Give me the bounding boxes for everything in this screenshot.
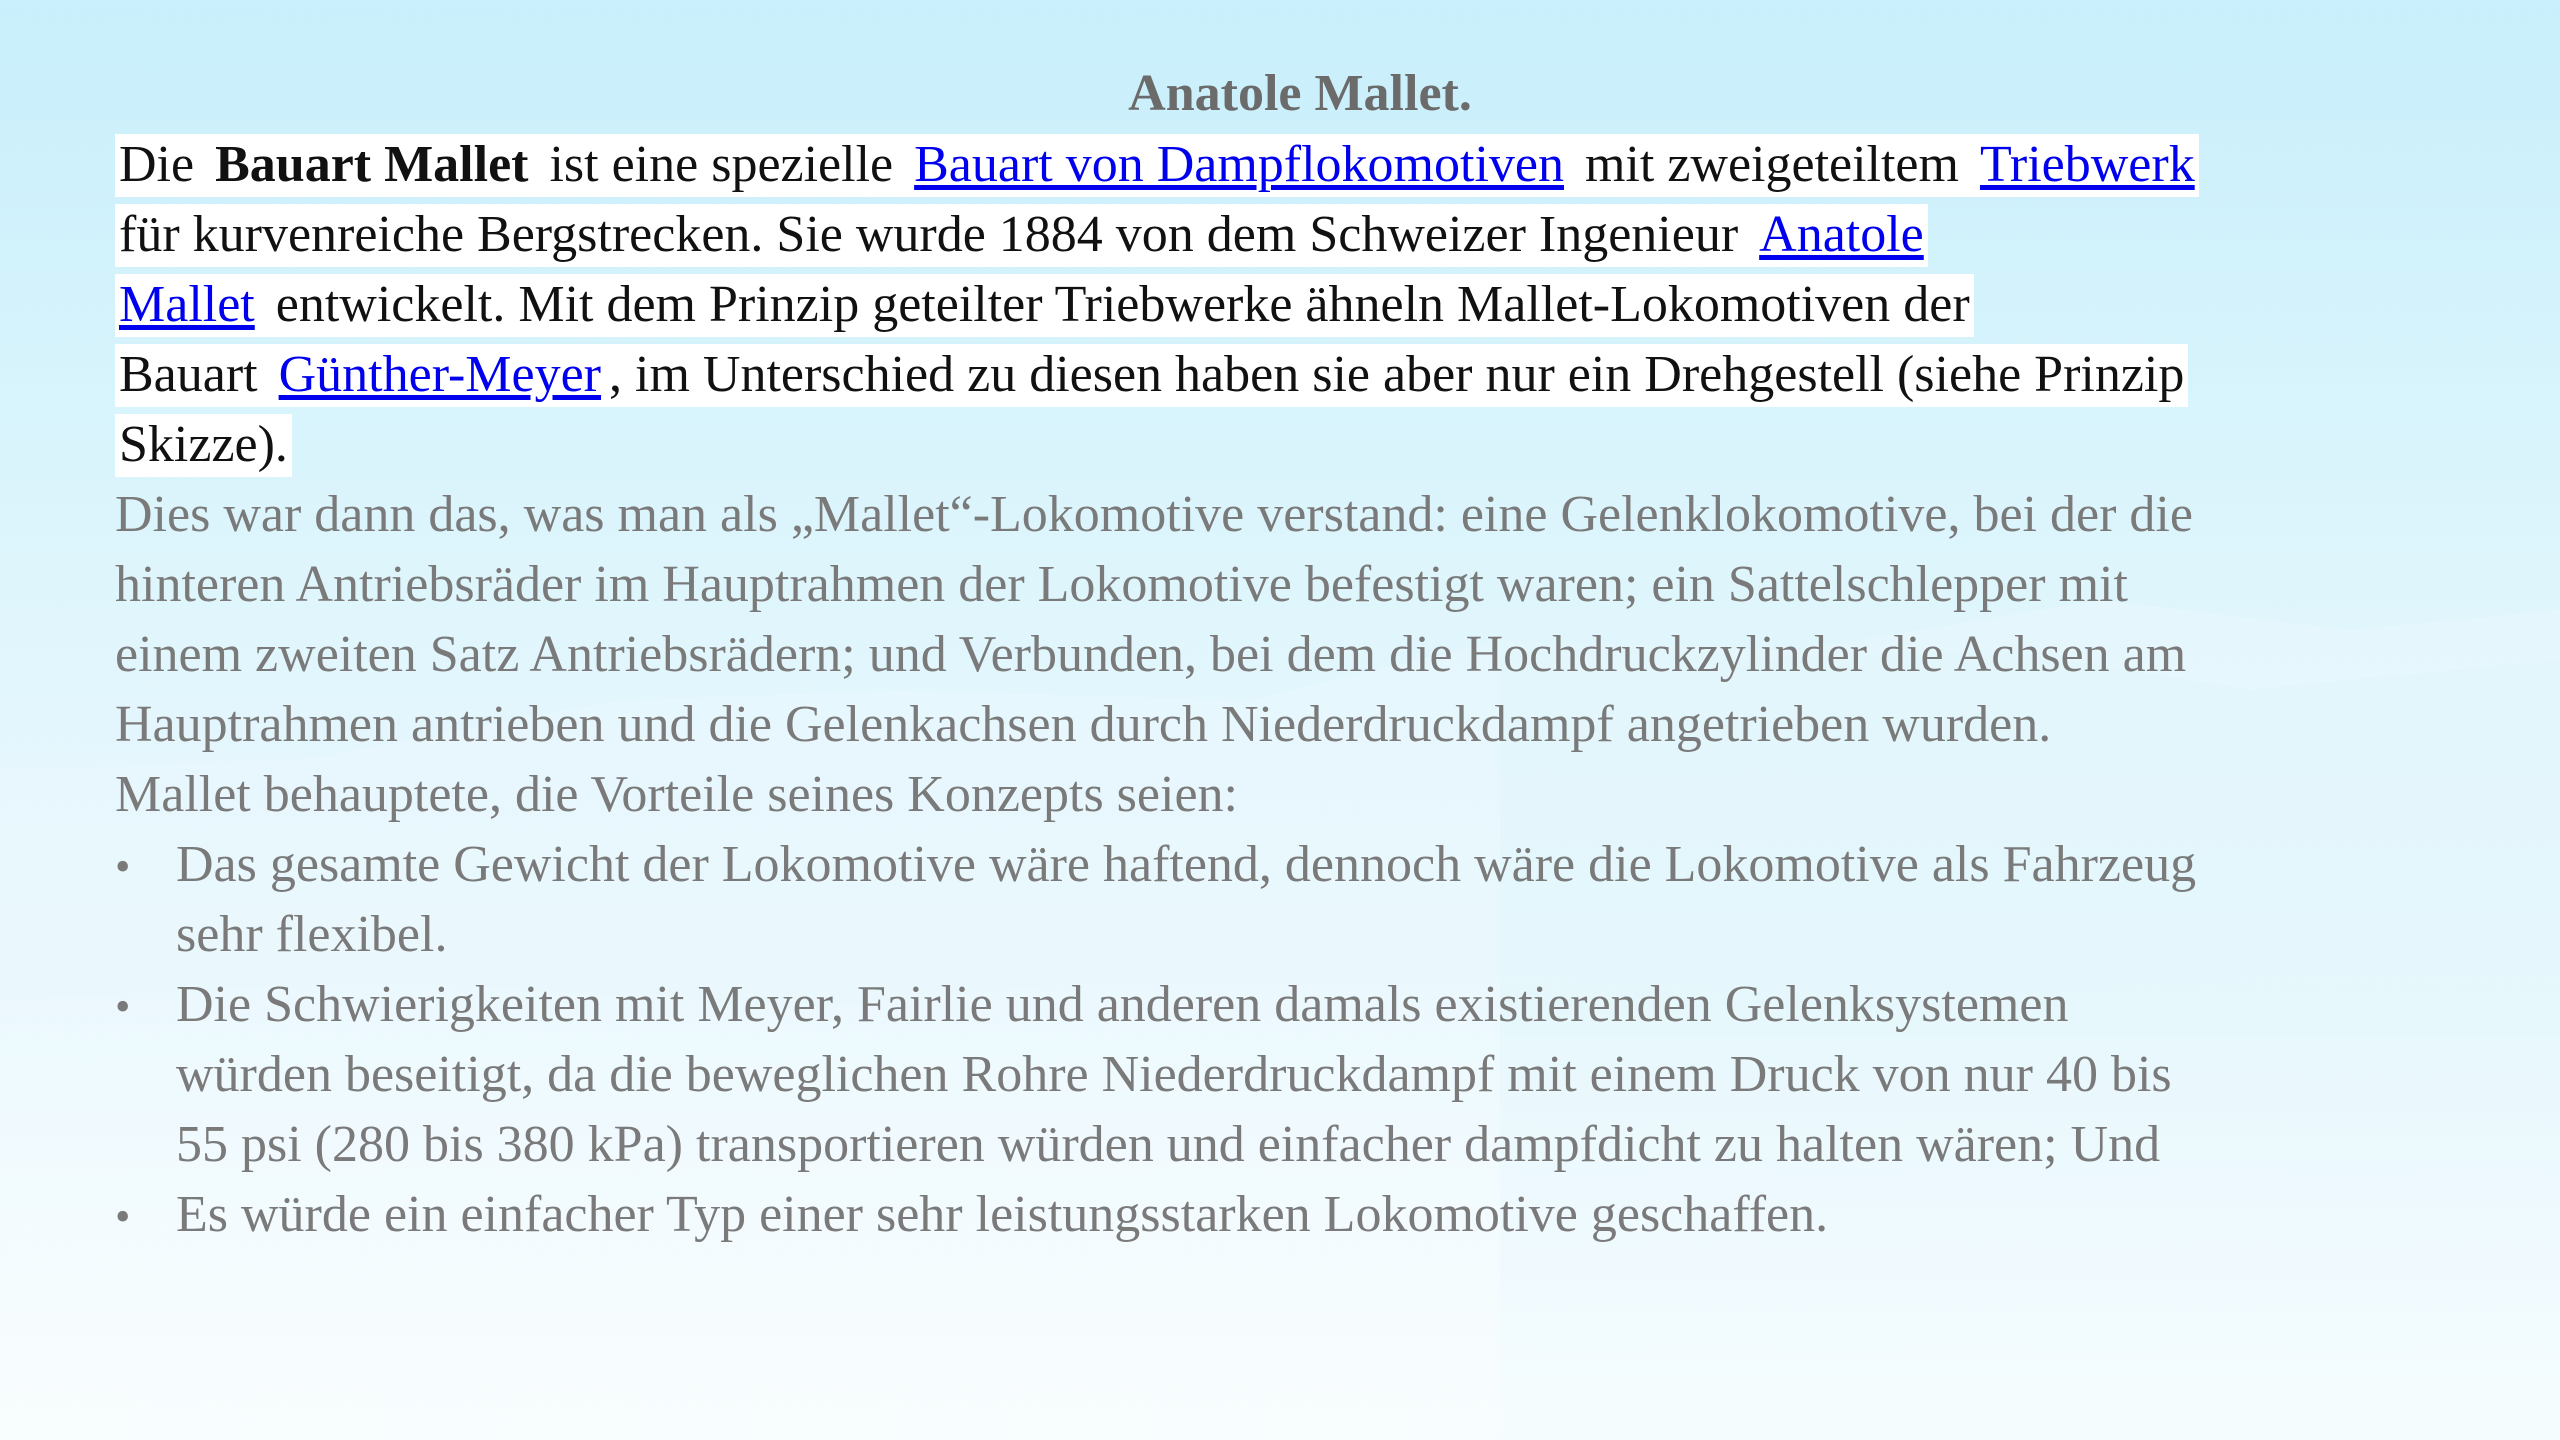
body-line: einem zweiten Satz Antriebsrädern; und Verbunden, bei dem die Hochdruckzylinder die Achsen am	[115, 626, 2187, 683]
intro-text: Bauart	[115, 344, 275, 407]
body-line: Mallet behauptete, die Vorteile seines Konzepts seien:	[115, 766, 1238, 823]
bullet-1-line: Das gesamte Gewicht der Lokomotive wäre haftend, dennoch wäre die Lokomotive als Fahrzeug	[176, 836, 2197, 893]
bullet-marker: •	[115, 982, 131, 1031]
intro-text: ist eine spezielle	[532, 134, 910, 197]
intro-line-1	[115, 130, 2199, 200]
bullet-marker: •	[115, 1192, 131, 1241]
bullet-3-line: Es würde ein einfacher Typ einer sehr leistungsstarken Lokomotive geschaffen.	[176, 1186, 1829, 1243]
intro-text: Skizze).	[115, 414, 292, 477]
bullet-2-line: würden beseitigt, da die beweglichen Rohre Niederdruckdampf mit einem Druck von nur 40 bis	[176, 1046, 2172, 1103]
bold-term-bauart-mallet: Bauart Mallet	[215, 136, 529, 193]
link-triebwerk[interactable]: Triebwerk	[1979, 136, 2195, 193]
intro-text: entwickelt. Mit dem Prinzip geteilter Triebwerke ähneln Mallet-Lokomotiven der	[259, 274, 1974, 337]
intro-text: für kurvenreiche Bergstrecken. Sie wurde 1884 von dem Schweizer Ingenieur	[115, 204, 1755, 267]
intro-text: , im Unterschied zu diesen haben sie aber nur ein Drehgestell (siehe Prinzip	[605, 344, 2188, 407]
intro-line-5	[115, 410, 292, 480]
body-line: Hauptrahmen antrieben und die Gelenkachsen durch Niederdruckdampf angetrieben wurden.	[115, 696, 2052, 753]
intro-line-4	[115, 340, 2188, 410]
body-line: hinteren Antriebsräder im Hauptrahmen der Lokomotive befestigt waren; ein Sattelschlepper mit	[115, 556, 2128, 613]
intro-text: Die	[115, 134, 211, 197]
slide-title: Anatole Mallet.	[1128, 65, 1472, 122]
bullet-2-line: 55 psi (280 bis 380 kPa) transportieren würden und einfacher dampfdicht zu halten wären; Und	[176, 1116, 2161, 1173]
bullet-1-line: sehr flexibel.	[176, 906, 448, 963]
body-line: Dies war dann das, was man als „Mallet“-Lokomotive verstand: eine Gelenklokomotive, bei der die	[115, 486, 2193, 543]
intro-text: mit zweigeteiltem	[1568, 134, 1976, 197]
intro-line-3	[115, 270, 1974, 340]
link-anatole-mallet-cont[interactable]: Mallet	[119, 276, 255, 333]
bullet-marker: •	[115, 842, 131, 891]
bullet-2-line: Die Schwierigkeiten mit Meyer, Fairlie und anderen damals existierenden Gelenksystemen	[176, 976, 2069, 1033]
link-anatole-mallet[interactable]: Anatole	[1759, 206, 1924, 263]
link-guenther-meyer[interactable]: Günther-Meyer	[278, 346, 601, 403]
link-bauart-von-dampflokomotiven[interactable]: Bauart von Dampflokomotiven	[914, 136, 1564, 193]
intro-line-2	[115, 200, 1928, 270]
